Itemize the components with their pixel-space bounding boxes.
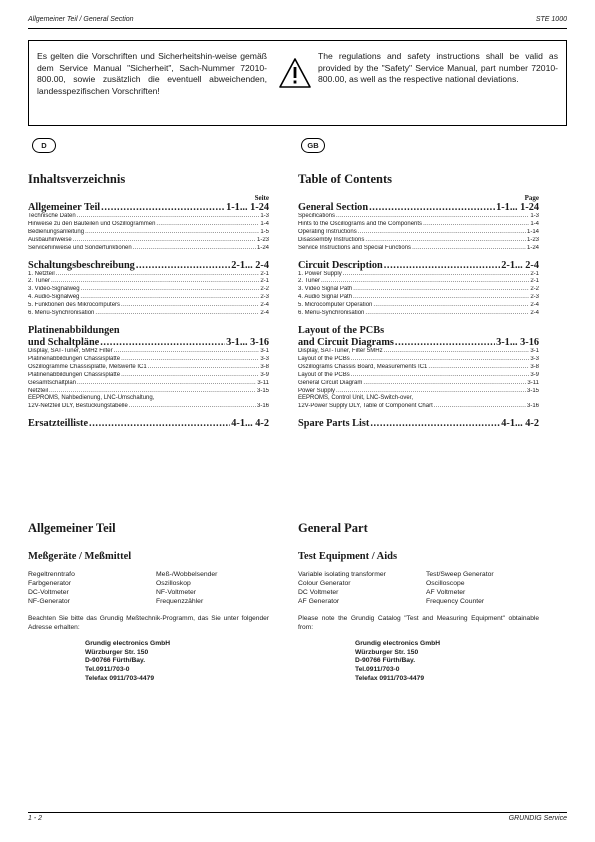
equipment-list: Variable isolating transformer Test/Sweep Generator Colour Generator Oscilloscope DC Voltmeter AF Voltmeter AF Generator Frequency Counter <box>298 571 494 605</box>
toc-item[interactable]: Bedienungsanleitung ..... 1-5 <box>28 229 269 237</box>
toc-title: Table of Contents <box>298 172 392 186</box>
footer-rule <box>28 812 567 813</box>
toc-item[interactable]: 1. Power Supply ..... 2-1 <box>298 271 539 279</box>
toc-item[interactable]: 12V-Netzteil DLY, Bestückungstabelle ..... 3-16 <box>28 403 269 411</box>
toc-section[interactable]: Ersatzteilliste ..... 4-1... 4-2 <box>28 418 269 429</box>
toc-item[interactable]: 3. Video-Signalweg ..... 2-2 <box>28 286 269 294</box>
toc-item[interactable]: Hints to the Oscillograms and the Components ..... 1-4 <box>298 221 539 229</box>
toc-section[interactable]: Schaltungsbeschreibung ..... 2-1... 2-4 <box>28 260 269 271</box>
toc-item[interactable]: Power Supply ..... 3-15 <box>298 388 539 396</box>
catalog-note: Please note the Grundig Catalog "Test and Measuring Equipment" obtainable from: <box>298 615 539 631</box>
toc-item-line1: EEPROMS, Nahbedienung, LNC-Umschaltung, <box>28 395 155 402</box>
toc-item[interactable]: 12V-Power Supply DLY, Table of Component Chart ..... 3-16 <box>298 403 539 411</box>
address-block: Grundig electronics GmbH Würzburger Str. 150 D-90766 Fürth/Bay. Tel.0911/703-0 Telefax 0911/703-4479 <box>85 640 171 682</box>
language-badge-gb: GB <box>301 138 325 153</box>
toc-de <box>28 172 269 429</box>
toc-item[interactable]: Technische Daten ..... 1-3 <box>28 213 269 221</box>
toc-item[interactable]: Servicehinweise und Sonderfunktionen ..... 1-24 <box>28 245 269 253</box>
toc-item[interactable]: 6. Menü-Synchronisation ..... 2-4 <box>28 310 269 318</box>
toc-item[interactable]: 5. Funktionen des Mikrocomputers ..... 2-4 <box>28 302 269 310</box>
toc-item[interactable]: Netzteil ..... 3-15 <box>28 388 269 396</box>
header-section-title: Allgemeiner Teil / General Section <box>28 16 134 23</box>
toc-item[interactable]: Specifications ..... 1-3 <box>298 213 539 221</box>
section-subtitle: Test Equipment / Aids <box>298 551 398 562</box>
toc-item[interactable]: General Circuit Diagram ..... 3-11 <box>298 380 539 388</box>
catalog-note: Beachten Sie bitte das Grundig Meßtechnik-Programm, das Sie unter folgender Adresse erhalten: <box>28 615 269 631</box>
toc-item[interactable]: Disassembly Instructions ..... 1-23 <box>298 237 539 245</box>
section-title: Allgemeiner Teil <box>28 521 116 535</box>
toc-item[interactable]: Layout of the PCBs ..... 3-9 <box>298 372 539 380</box>
toc-item[interactable]: Platinenabbildungen Chassisplatte ..... 3-9 <box>28 372 269 380</box>
toc-item[interactable]: Display, SAT-Tuner, Filter 5MHz ..... 3-1 <box>298 348 539 356</box>
toc-item[interactable]: Oszillograms Chassis Board, Measurements IC1 ..... 3-8 <box>298 364 539 372</box>
toc-section-line1: Layout of the PCBs <box>298 324 385 336</box>
warning-triangle-icon <box>278 57 312 89</box>
equipment-list: Regeltrenntrafo Meß-/Wobbelsender Farbgenerator Oszilloskop DC-Voltmeter NF-Voltmeter NF-Generator Frequenzzähler <box>28 571 218 605</box>
toc-section[interactable]: Allgemeiner Teil ..... 1-1... 1-24 <box>28 202 269 213</box>
page-number: 1 - 2 <box>28 815 43 822</box>
toc-item-line1: EEPROMS, Control Unit, LNC-Switch-over, <box>298 395 414 402</box>
toc-title: Inhaltsverzeichnis <box>28 172 126 186</box>
general-section-de <box>28 521 269 684</box>
toc-section[interactable]: Spare Parts List ..... 4-1... 4-2 <box>298 418 539 429</box>
toc-item[interactable]: Gesamtschaltplan ..... 3-11 <box>28 380 269 388</box>
toc-item[interactable]: 2. Tuner ..... 2-1 <box>298 278 539 286</box>
toc-item[interactable]: 3. Video Signal Path ..... 2-2 <box>298 286 539 294</box>
footer-brand: GRUNDIG Service <box>508 815 567 822</box>
page-column-label: Page <box>524 194 539 202</box>
page-column-label: Seite <box>254 194 269 202</box>
toc-section[interactable]: and Circuit Diagrams ..... 3-1... 3-16 <box>298 337 539 348</box>
toc-item[interactable]: 4. Audio Signal Path ..... 2-3 <box>298 294 539 302</box>
toc-item[interactable]: 1. Netzteil ..... 2-1 <box>28 271 269 279</box>
toc-item[interactable]: Layout of the PCBs ..... 3-3 <box>298 356 539 364</box>
toc-section[interactable]: General Section ..... 1-1... 1-24 <box>298 202 539 213</box>
toc-item[interactable]: Display, SAT-Tuner, 5MHz Filter ..... 3-1 <box>28 348 269 356</box>
toc-item[interactable]: 5. Microcomputer Operation ..... 2-4 <box>298 302 539 310</box>
safety-notice-en: The regulations and safety instructions shall be valid as provided by the "Safety" Service Manual, part number 72010-800.00, as well as the respective national deviations. <box>318 51 558 85</box>
toc-section[interactable]: Circuit Description ..... 2-1... 2-4 <box>298 260 539 271</box>
safety-notice-de: Es gelten die Vorschriften und Sicherheitshin-weise gemäß dem Service Manual "Sicherheit", Sach-Nummer 72010-800.00, sowie zusätzlich die eventuell abweichenden, landesspezifischen Vorschriften! <box>37 51 267 96</box>
toc-item[interactable]: 2. Tuner ..... 2-1 <box>28 278 269 286</box>
page-header <box>28 14 567 28</box>
toc-item[interactable]: Platinenabbildungen Chassisplatte ..... 3-3 <box>28 356 269 364</box>
address-block: Grundig electronics GmbH Würzburger Str. 150 D-90766 Fürth/Bay. Tel.0911/703-0 Telefax 0911/703-4479 <box>355 640 441 682</box>
toc-item[interactable]: Oszillogramme Chassisplatte, Meßwerte IC1 ..... 3-8 <box>28 364 269 372</box>
section-subtitle: Meßgeräte / Meßmittel <box>28 551 132 562</box>
toc-item[interactable]: Ausbauhinweise ..... 1-23 <box>28 237 269 245</box>
header-model: STE 1000 <box>535 16 567 23</box>
header-rule <box>28 28 567 29</box>
toc-section-line1: Platinenabbildungen <box>28 324 120 336</box>
safety-notice-box <box>28 40 567 126</box>
toc-item[interactable]: 6. Menu-Synchronisation ..... 2-4 <box>298 310 539 318</box>
toc-item[interactable]: Operating Instructions ..... 1-14 <box>298 229 539 237</box>
general-section-en <box>298 521 539 684</box>
language-badge-de: D <box>32 138 56 153</box>
section-title: General Part <box>298 521 368 535</box>
toc-item[interactable]: Hinweise zu den Bauteilen und Oszillogrammen ..... 1-4 <box>28 221 269 229</box>
toc-en <box>298 172 539 429</box>
toc-item[interactable]: Service Instructions and Special Functions ..... 1-24 <box>298 245 539 253</box>
toc-item[interactable]: 4. Audio-Signalweg ..... 2-3 <box>28 294 269 302</box>
toc-section[interactable]: und Schaltpläne ..... 3-1... 3-16 <box>28 337 269 348</box>
